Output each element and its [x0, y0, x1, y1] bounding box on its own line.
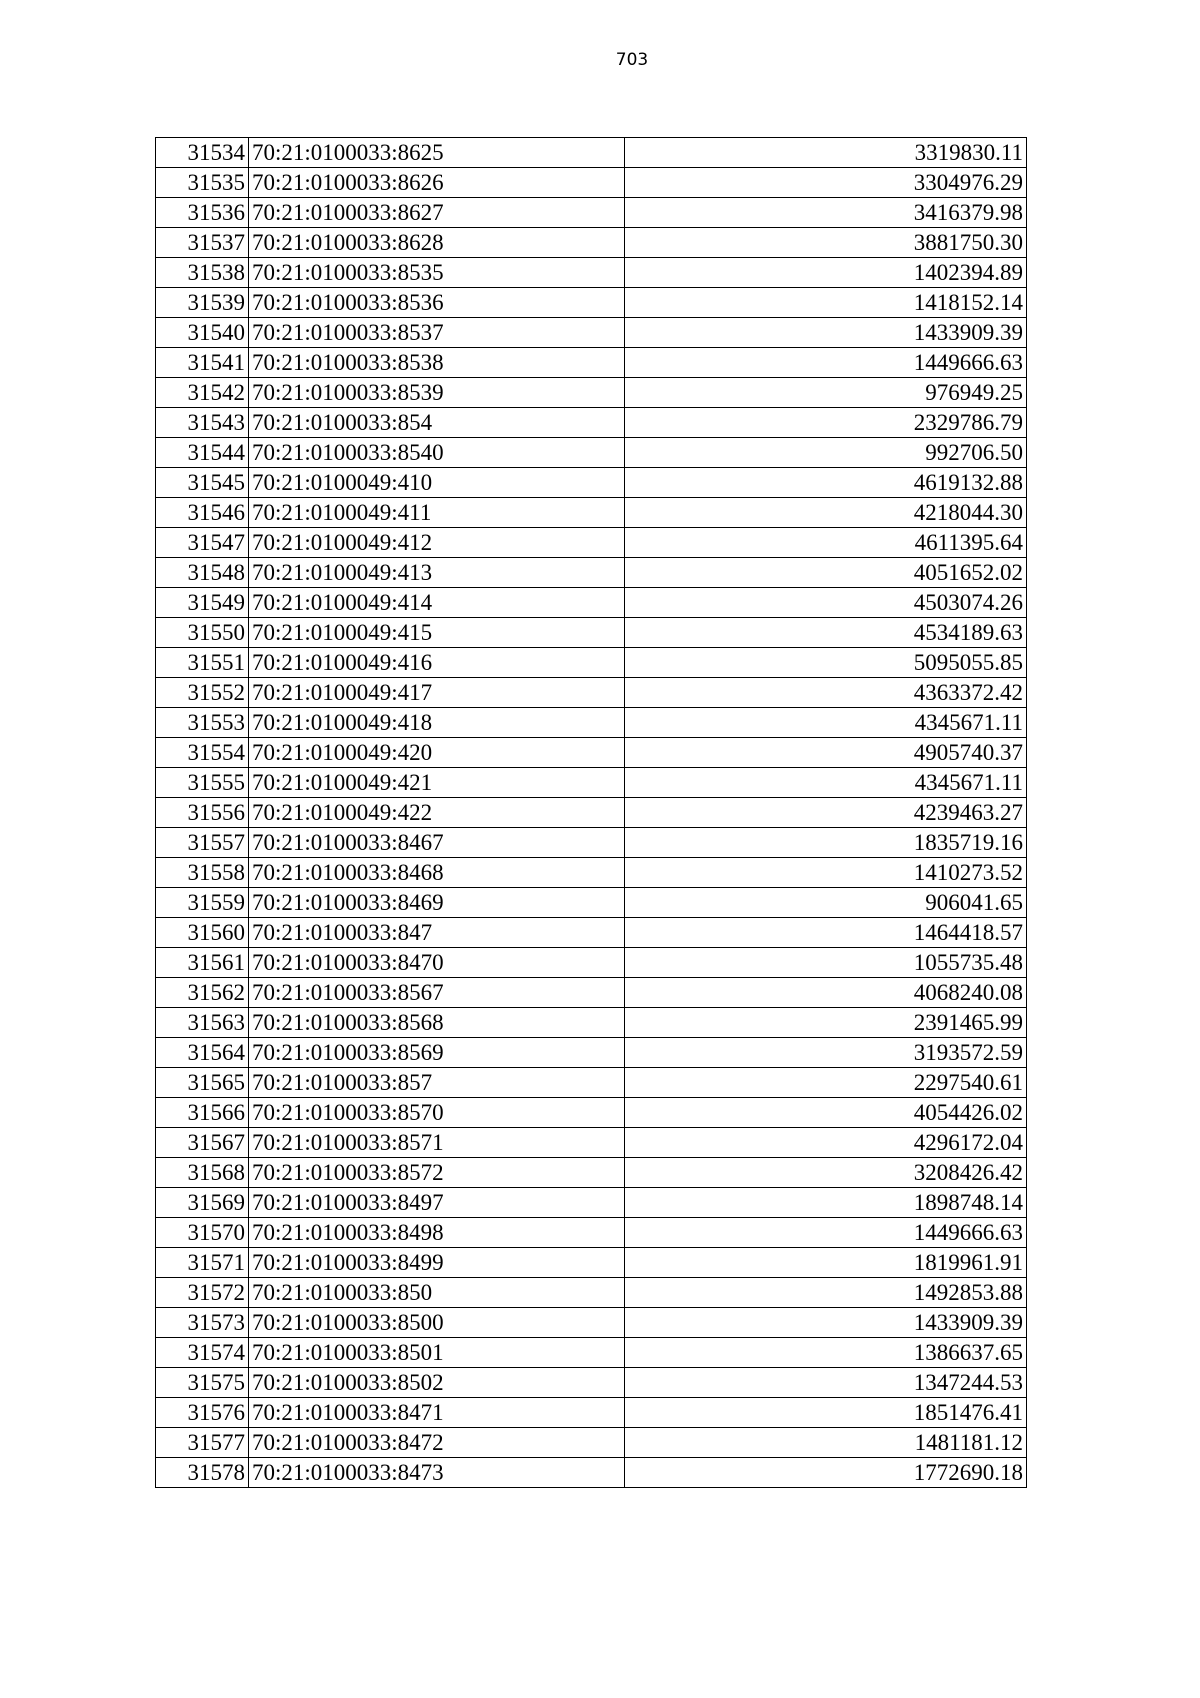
- value-cell: 2329786.79: [625, 408, 1027, 438]
- row-number-cell: 31539: [156, 288, 249, 318]
- row-number-cell: 31577: [156, 1428, 249, 1458]
- value-cell: 2297540.61: [625, 1068, 1027, 1098]
- value-cell: 1433909.39: [625, 1308, 1027, 1338]
- value-cell: 992706.50: [625, 438, 1027, 468]
- value-cell: 4905740.37: [625, 738, 1027, 768]
- value-cell: 3208426.42: [625, 1158, 1027, 1188]
- table-row: [156, 588, 1027, 618]
- table-row: [156, 1158, 1027, 1188]
- value-cell: 4218044.30: [625, 498, 1027, 528]
- cadastral-number-cell: 70:21:0100049:411: [249, 498, 625, 528]
- value-cell: 1449666.63: [625, 348, 1027, 378]
- row-number-cell: 31550: [156, 618, 249, 648]
- table-row: [156, 558, 1027, 588]
- table-row: [156, 138, 1027, 168]
- row-number-cell: 31559: [156, 888, 249, 918]
- table-row: [156, 288, 1027, 318]
- cadastral-number-cell: 70:21:0100033:8539: [249, 378, 625, 408]
- cadastral-number-cell: 70:21:0100033:8572: [249, 1158, 625, 1188]
- cadastral-number-cell: 70:21:0100049:420: [249, 738, 625, 768]
- value-cell: 4619132.88: [625, 468, 1027, 498]
- table-row: [156, 378, 1027, 408]
- table-row: [156, 1398, 1027, 1428]
- value-cell: 5095055.85: [625, 648, 1027, 678]
- row-number-cell: 31554: [156, 738, 249, 768]
- table-row: [156, 1368, 1027, 1398]
- table-row: [156, 738, 1027, 768]
- page-number: 703: [615, 50, 649, 70]
- row-number-cell: 31549: [156, 588, 249, 618]
- cadastral-number-cell: 70:21:0100033:8537: [249, 318, 625, 348]
- value-cell: 1819961.91: [625, 1248, 1027, 1278]
- cadastral-number-cell: 70:21:0100033:8502: [249, 1368, 625, 1398]
- cadastral-number-cell: 70:21:0100033:8473: [249, 1458, 625, 1488]
- table-row: [156, 1218, 1027, 1248]
- cadastral-number-cell: 70:21:0100033:8568: [249, 1008, 625, 1038]
- value-cell: 1464418.57: [625, 918, 1027, 948]
- row-number-cell: 31543: [156, 408, 249, 438]
- row-number-cell: 31552: [156, 678, 249, 708]
- value-cell: 4345671.11: [625, 768, 1027, 798]
- value-cell: 1481181.12: [625, 1428, 1027, 1458]
- cadastral-number-cell: 70:21:0100033:850: [249, 1278, 625, 1308]
- table-row: [156, 1308, 1027, 1338]
- row-number-cell: 31568: [156, 1158, 249, 1188]
- value-cell: 3304976.29: [625, 168, 1027, 198]
- row-number-cell: 31564: [156, 1038, 249, 1068]
- cadastral-number-cell: 70:21:0100033:8470: [249, 948, 625, 978]
- value-cell: 3416379.98: [625, 198, 1027, 228]
- table-body: [156, 138, 1027, 1488]
- table-row: [156, 798, 1027, 828]
- row-number-cell: 31563: [156, 1008, 249, 1038]
- cadastral-number-cell: 70:21:0100049:412: [249, 528, 625, 558]
- table-row: [156, 1338, 1027, 1368]
- value-cell: 1772690.18: [625, 1458, 1027, 1488]
- row-number-cell: 31541: [156, 348, 249, 378]
- cadastral-number-cell: 70:21:0100033:8499: [249, 1248, 625, 1278]
- table-row: [156, 1038, 1027, 1068]
- value-cell: 1433909.39: [625, 318, 1027, 348]
- row-number-cell: 31567: [156, 1128, 249, 1158]
- cadastral-number-cell: 70:21:0100033:8567: [249, 978, 625, 1008]
- value-cell: 1055735.48: [625, 948, 1027, 978]
- row-number-cell: 31535: [156, 168, 249, 198]
- value-cell: 3319830.11: [625, 138, 1027, 168]
- table-row: [156, 348, 1027, 378]
- table-row: [156, 1248, 1027, 1278]
- cadastral-number-cell: 70:21:0100033:8540: [249, 438, 625, 468]
- row-number-cell: 31561: [156, 948, 249, 978]
- cadastral-number-cell: 70:21:0100049:421: [249, 768, 625, 798]
- table-row: [156, 888, 1027, 918]
- table-row: [156, 1068, 1027, 1098]
- row-number-cell: 31570: [156, 1218, 249, 1248]
- row-number-cell: 31557: [156, 828, 249, 858]
- cadastral-number-cell: 70:21:0100033:8625: [249, 138, 625, 168]
- value-cell: 1386637.65: [625, 1338, 1027, 1368]
- table-row: [156, 1188, 1027, 1218]
- table-row: [156, 1128, 1027, 1158]
- table-row: [156, 1458, 1027, 1488]
- cadastral-number-cell: 70:21:0100049:418: [249, 708, 625, 738]
- cadastral-number-cell: 70:21:0100049:413: [249, 558, 625, 588]
- table-row: [156, 408, 1027, 438]
- table-row: [156, 918, 1027, 948]
- value-cell: 4054426.02: [625, 1098, 1027, 1128]
- row-number-cell: 31558: [156, 858, 249, 888]
- table-row: [156, 678, 1027, 708]
- cadastral-number-cell: 70:21:0100033:8569: [249, 1038, 625, 1068]
- row-number-cell: 31569: [156, 1188, 249, 1218]
- table-row: [156, 468, 1027, 498]
- cadastral-number-cell: 70:21:0100033:8472: [249, 1428, 625, 1458]
- value-cell: 1851476.41: [625, 1398, 1027, 1428]
- value-cell: 4345671.11: [625, 708, 1027, 738]
- row-number-cell: 31544: [156, 438, 249, 468]
- cadastral-number-cell: 70:21:0100033:8535: [249, 258, 625, 288]
- row-number-cell: 31576: [156, 1398, 249, 1428]
- row-number-cell: 31540: [156, 318, 249, 348]
- cadastral-number-cell: 70:21:0100049:410: [249, 468, 625, 498]
- cadastral-number-cell: 70:21:0100049:422: [249, 798, 625, 828]
- row-number-cell: 31560: [156, 918, 249, 948]
- cadastral-number-cell: 70:21:0100049:414: [249, 588, 625, 618]
- table-row: [156, 258, 1027, 288]
- data-table: [155, 137, 1027, 1488]
- cadastral-number-cell: 70:21:0100033:8538: [249, 348, 625, 378]
- table-row: [156, 648, 1027, 678]
- table-row: [156, 168, 1027, 198]
- cadastral-number-cell: 70:21:0100033:8500: [249, 1308, 625, 1338]
- value-cell: 1402394.89: [625, 258, 1027, 288]
- value-cell: 4611395.64: [625, 528, 1027, 558]
- value-cell: 4068240.08: [625, 978, 1027, 1008]
- cadastral-number-cell: 70:21:0100033:8627: [249, 198, 625, 228]
- row-number-cell: 31566: [156, 1098, 249, 1128]
- table-row: [156, 1428, 1027, 1458]
- row-number-cell: 31572: [156, 1278, 249, 1308]
- value-cell: 4534189.63: [625, 618, 1027, 648]
- table-row: [156, 708, 1027, 738]
- table-row: [156, 828, 1027, 858]
- table-row: [156, 1008, 1027, 1038]
- row-number-cell: 31536: [156, 198, 249, 228]
- table-row: [156, 1098, 1027, 1128]
- value-cell: 1418152.14: [625, 288, 1027, 318]
- value-cell: 1898748.14: [625, 1188, 1027, 1218]
- value-cell: 3193572.59: [625, 1038, 1027, 1068]
- table-row: [156, 768, 1027, 798]
- value-cell: 906041.65: [625, 888, 1027, 918]
- cadastral-number-cell: 70:21:0100033:8467: [249, 828, 625, 858]
- table-row: [156, 228, 1027, 258]
- cadastral-number-cell: 70:21:0100033:847: [249, 918, 625, 948]
- value-cell: 1492853.88: [625, 1278, 1027, 1308]
- row-number-cell: 31562: [156, 978, 249, 1008]
- value-cell: 4239463.27: [625, 798, 1027, 828]
- row-number-cell: 31553: [156, 708, 249, 738]
- row-number-cell: 31575: [156, 1368, 249, 1398]
- row-number-cell: 31545: [156, 468, 249, 498]
- value-cell: 1410273.52: [625, 858, 1027, 888]
- cadastral-number-cell: 70:21:0100049:415: [249, 618, 625, 648]
- row-number-cell: 31551: [156, 648, 249, 678]
- row-number-cell: 31574: [156, 1338, 249, 1368]
- row-number-cell: 31578: [156, 1458, 249, 1488]
- cadastral-number-cell: 70:21:0100033:8626: [249, 168, 625, 198]
- table-row: [156, 1278, 1027, 1308]
- row-number-cell: 31565: [156, 1068, 249, 1098]
- cadastral-number-cell: 70:21:0100033:8501: [249, 1338, 625, 1368]
- cadastral-number-cell: 70:21:0100033:8469: [249, 888, 625, 918]
- row-number-cell: 31542: [156, 378, 249, 408]
- value-cell: 3881750.30: [625, 228, 1027, 258]
- cadastral-number-cell: 70:21:0100033:8498: [249, 1218, 625, 1248]
- table-row: [156, 318, 1027, 348]
- row-number-cell: 31534: [156, 138, 249, 168]
- table-row: [156, 528, 1027, 558]
- cadastral-number-cell: 70:21:0100033:8471: [249, 1398, 625, 1428]
- value-cell: 4503074.26: [625, 588, 1027, 618]
- value-cell: 1835719.16: [625, 828, 1027, 858]
- row-number-cell: 31546: [156, 498, 249, 528]
- row-number-cell: 31547: [156, 528, 249, 558]
- cadastral-number-cell: 70:21:0100033:854: [249, 408, 625, 438]
- table-row: [156, 618, 1027, 648]
- row-number-cell: 31538: [156, 258, 249, 288]
- row-number-cell: 31537: [156, 228, 249, 258]
- value-cell: 1449666.63: [625, 1218, 1027, 1248]
- table-row: [156, 948, 1027, 978]
- value-cell: 1347244.53: [625, 1368, 1027, 1398]
- row-number-cell: 31573: [156, 1308, 249, 1338]
- value-cell: 4051652.02: [625, 558, 1027, 588]
- cadastral-number-cell: 70:21:0100049:416: [249, 648, 625, 678]
- table-row: [156, 198, 1027, 228]
- table-row: [156, 438, 1027, 468]
- table-row: [156, 858, 1027, 888]
- cadastral-number-cell: 70:21:0100033:8570: [249, 1098, 625, 1128]
- cadastral-number-cell: 70:21:0100033:8497: [249, 1188, 625, 1218]
- value-cell: 2391465.99: [625, 1008, 1027, 1038]
- value-cell: 976949.25: [625, 378, 1027, 408]
- row-number-cell: 31556: [156, 798, 249, 828]
- row-number-cell: 31548: [156, 558, 249, 588]
- row-number-cell: 31571: [156, 1248, 249, 1278]
- cadastral-number-cell: 70:21:0100033:857: [249, 1068, 625, 1098]
- cadastral-number-cell: 70:21:0100033:8536: [249, 288, 625, 318]
- table-row: [156, 978, 1027, 1008]
- value-cell: 4296172.04: [625, 1128, 1027, 1158]
- value-cell: 4363372.42: [625, 678, 1027, 708]
- cadastral-number-cell: 70:21:0100049:417: [249, 678, 625, 708]
- cadastral-number-cell: 70:21:0100033:8628: [249, 228, 625, 258]
- cadastral-number-cell: 70:21:0100033:8571: [249, 1128, 625, 1158]
- table-row: [156, 498, 1027, 528]
- row-number-cell: 31555: [156, 768, 249, 798]
- data-table-container: [155, 137, 1027, 1488]
- cadastral-number-cell: 70:21:0100033:8468: [249, 858, 625, 888]
